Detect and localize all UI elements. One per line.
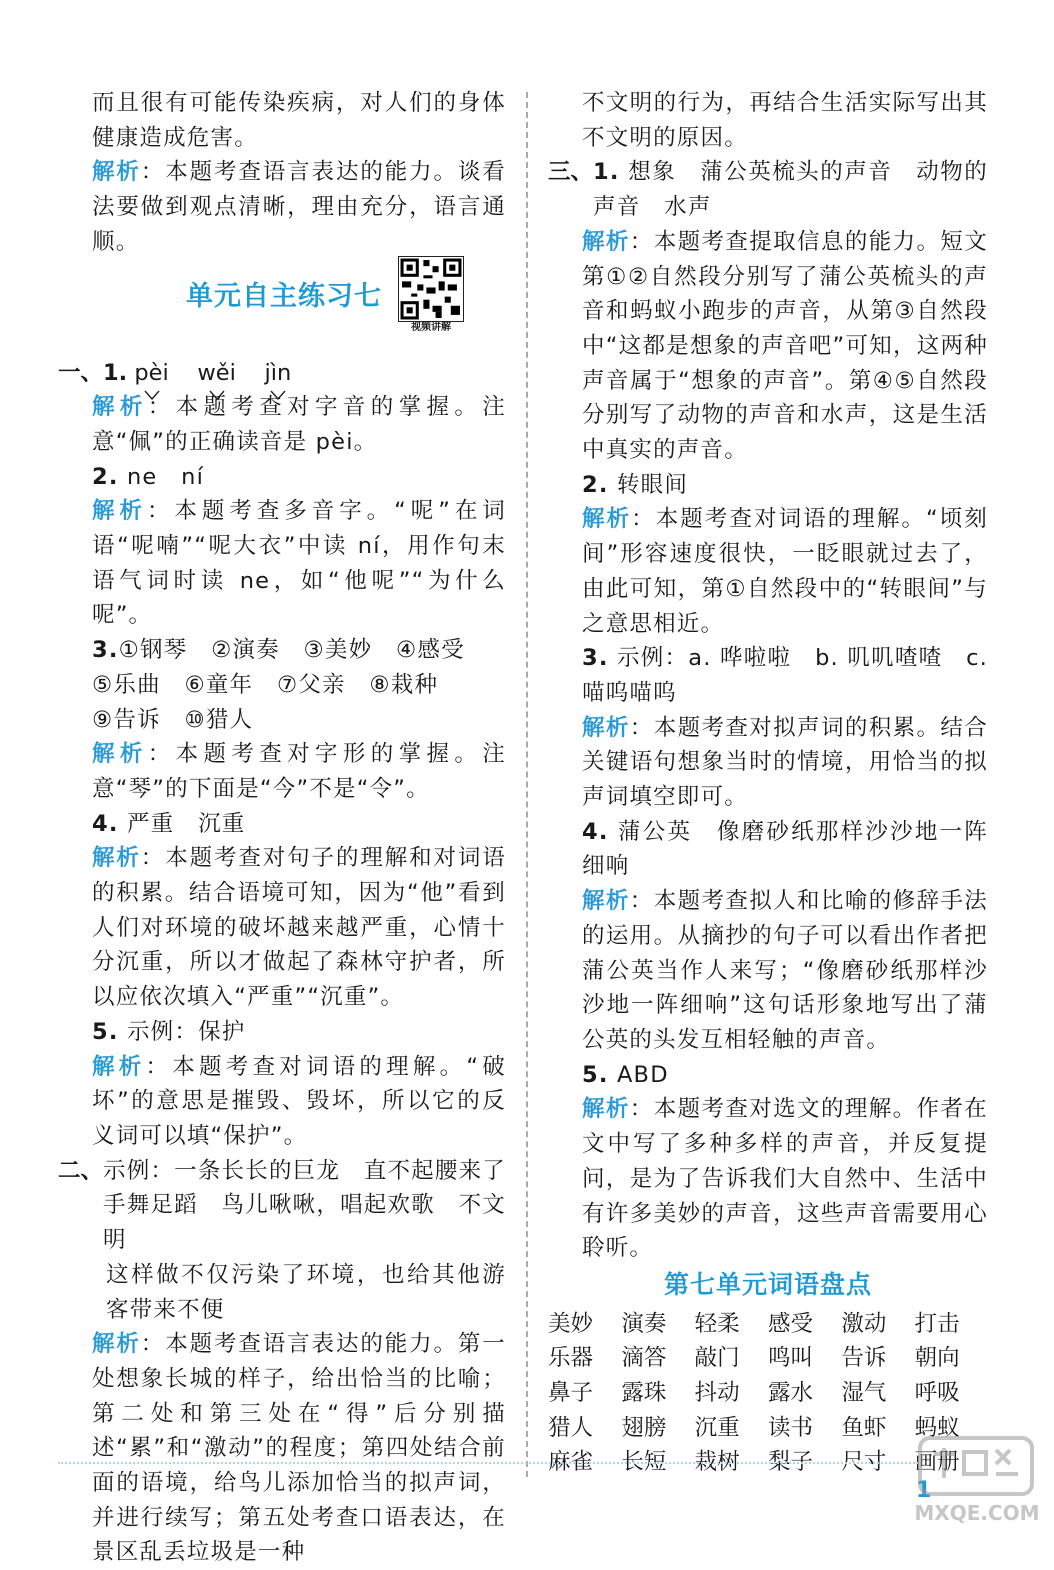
answer xyxy=(548,815,988,884)
pinyin-item: jìn xyxy=(264,356,291,391)
answer-text: 转眼间 xyxy=(616,471,689,498)
explanation-text: 本题考查拟人和比喻的修辞手法的运用。从摘抄的句子可以看出作者把蒲公英当作人来写；“像磨砂纸那样沙沙地一阵细响”这句话形象地写出了蒲公英的头发互相轻触的声音。 xyxy=(582,888,989,1053)
word-item: 朝向 xyxy=(914,1345,960,1372)
explanation: 解析：本题考查拟人和比喻的修辞手法的运用。从摘抄的句子可以看出作者把蒲公英当作人来写；“像磨砂纸那样沙沙地一阵细响”这句话形象地写出了蒲公英的头发互相轻触的声音。 xyxy=(582,888,989,1053)
unit-title: 单元自主练习七 xyxy=(186,280,382,312)
jiexi-label: 解析 xyxy=(582,714,630,741)
answer-text: ①钢琴 ②演奏 ③美妙 ④感受 xyxy=(118,637,465,664)
answer xyxy=(58,633,506,668)
explanation: 解析：本题考查对选文的理解。作者在文中写了多种多样的声音，并反复提问，是为了告诉我们大自然中、生活中有许多美妙的声音，这些声音需要用心聆听。 xyxy=(582,1096,989,1262)
answer-text: 示例：一条长长的巨龙 直不起腰来了 手舞足蹈 鸟儿啾啾，唱起欢歌 不文明 xyxy=(103,1157,530,1254)
right-column xyxy=(548,86,988,1480)
word-item: 画册 xyxy=(914,1449,960,1476)
answer xyxy=(548,1058,988,1093)
continued-answer: 而且很有可能传染疾病，对人们的身体健康造成危害。 xyxy=(92,90,506,151)
qr-label: 视频讲解 xyxy=(411,321,451,333)
section-label: 二、 xyxy=(58,1157,104,1184)
explanation: 解析：本题考查对拟声词的积累。结合关键语句想象当时的情境，用恰当的拟声词填空即可。 xyxy=(582,714,989,811)
explanation: 解析：本题考查语言表达的能力。谈看法要做到观点清晰，理由充分，语言通顺。 xyxy=(92,159,507,255)
question-number: 5. xyxy=(92,1018,119,1045)
question-number: 3. xyxy=(92,637,119,664)
jiexi-label: 解析 xyxy=(92,1331,141,1358)
explanation-text: 本题考查对句子的理解和对词语的积累。结合语境可知，因为“他”看到人们对环境的破坏越来越严重，心情十分沉重，所以才做起了森林守护者，所以应依次填入“严重”“沉重”。 xyxy=(92,845,507,1011)
answer-line: ⑤乐曲 ⑥童年 ⑦父亲 ⑧栽种 xyxy=(92,671,439,698)
word-item: 乐器 xyxy=(548,1345,594,1372)
jiexi-label: 解析 xyxy=(582,888,630,915)
word-item: 梨子 xyxy=(768,1449,814,1476)
explanation: 解析：本题考查对字音的掌握。注意“佩”的正确读音是 pèi。 xyxy=(92,394,507,455)
word-item: 湿气 xyxy=(841,1380,887,1407)
footer-rule xyxy=(58,1462,918,1464)
check-mark-icon xyxy=(209,390,225,400)
word-item: 沉重 xyxy=(694,1414,740,1441)
answer xyxy=(548,468,988,503)
explanation-text: 本题考查对选文的理解。作者在文中写了多种多样的声音，并反复提问，是为了告诉我们大自然中、生活中有许多美妙的声音，这些声音需要用心聆听。 xyxy=(582,1096,989,1262)
explanation-text: 本题考查对词语的理解。“破坏”的意思是摧毁、毁坏，所以它的反义词可以填“保护”。 xyxy=(92,1053,506,1149)
word-item: 露水 xyxy=(768,1380,814,1407)
question-number: 5. xyxy=(582,1061,609,1088)
explanation: 解析：本题考查对字形的掌握。注意“琴”的下面是“今”不是“令”。 xyxy=(92,741,507,802)
pinyin-item: pèi xyxy=(134,356,168,391)
section-3-q1 xyxy=(548,155,988,224)
jiexi-label: 解析 xyxy=(582,506,632,533)
answer-line: ⑨告诉 ⑩猎人 xyxy=(92,706,254,733)
word-item: 长短 xyxy=(621,1449,667,1476)
section-1-q1 xyxy=(58,356,506,391)
word-item: 鸣叫 xyxy=(768,1345,814,1372)
word-item: 告诉 xyxy=(841,1345,887,1372)
question-number: 1. xyxy=(593,159,620,186)
jiexi-label: 解析 xyxy=(92,1053,146,1080)
answer-text: 严重 沉重 xyxy=(126,810,246,837)
answer-text: ne ní xyxy=(126,463,205,490)
question-number: 2. xyxy=(92,463,119,490)
explanation-text: 本题考查对词语的理解。“顷刻间”形容速度很快，一眨眼就过去了，由此可知，第①自然段中的“转眼间”与之意思相近。 xyxy=(582,506,988,637)
section-2 xyxy=(58,1154,530,1258)
word-item: 激动 xyxy=(841,1310,887,1337)
explanation-text: 本题考查对字形的掌握。注意“琴”的下面是“今”不是“令”。 xyxy=(92,741,507,802)
pinyin-item: wěi xyxy=(197,356,236,391)
watermark-logo-icon xyxy=(912,1430,1042,1530)
qr-code-icon[interactable] xyxy=(398,256,464,322)
word-item: 美妙 xyxy=(548,1310,594,1337)
explanation-text: 本题考查语言表达的能力。第一处想象长城的样子，给出恰当的比喻；第二处和第三处在“得”后分别描述“累”和“激动”的程度；第四处结合前面的语境，给鸟儿添加恰当的拟声词，并进行续写；第五处考查口语表达，在景区乱丢垃圾是一种 xyxy=(92,1331,507,1566)
explanation-text: 本题考查提取信息的能力。短文第①②自然段分别写了蒲公英梳头的声音和蚂蚁小跑步的声音，从第③自然段中“这都是想象的声音吧”可知，这两种声音属于“想象的声音”。第④⑤自然段分别写了动物的声音和水声，这是生活中真实的声音。 xyxy=(582,228,989,464)
word-item: 演奏 xyxy=(621,1310,667,1337)
word-item: 露珠 xyxy=(621,1380,667,1407)
question-number: 2. xyxy=(582,471,609,498)
explanation: 解析：本题考查对词语的理解。“破坏”的意思是摧毁、毁坏，所以它的反义词可以填“保护”。 xyxy=(92,1053,506,1149)
jiexi-label: 解析 xyxy=(582,228,630,255)
word-item: 蚂蚁 xyxy=(914,1414,960,1441)
answer-text: 示例：保护 xyxy=(126,1018,246,1045)
explanation-text: 本题考查对字音的掌握。注意“佩”的正确读音是 pèi。 xyxy=(92,394,507,455)
word-item: 猎人 xyxy=(548,1414,594,1441)
word-item: 栽树 xyxy=(694,1449,740,1476)
section-label: 三、 xyxy=(548,159,594,186)
continued-answer: 不文明的行为，再结合生活实际写出其不文明的原因。 xyxy=(582,90,988,151)
unit-title-block xyxy=(58,260,506,356)
answer-text: 示例：a. 哗啦啦 b. 叽叽喳喳 c. 喵呜喵呜 xyxy=(582,645,989,706)
answer xyxy=(58,807,506,842)
word-item: 呼吸 xyxy=(914,1380,960,1407)
word-item: 打击 xyxy=(914,1310,960,1337)
explanation: 解析：本题考查对词语的理解。“顷刻间”形容速度很快，一眨眼就过去了，由此可知，第①自然段中的“转眼间”与之意思相近。 xyxy=(582,506,988,637)
question-number: 4. xyxy=(582,818,609,845)
question-number: 4. xyxy=(92,810,119,837)
explanation: 解析：本题考查多音字。“呢”在词语“呢喃”“呢大衣”中读 ní，用作句末语气词时读 ne，如“他呢”“为什么呢”。 xyxy=(92,498,506,629)
check-mark-icon xyxy=(144,390,160,400)
jiexi-label: 解析 xyxy=(582,1096,630,1123)
answer xyxy=(58,1015,506,1050)
word-item: 翅膀 xyxy=(621,1414,667,1441)
answer-text: ABD xyxy=(616,1061,669,1088)
word-item: 轻柔 xyxy=(694,1310,740,1337)
page-number: 1 xyxy=(916,1478,932,1503)
word-item: 鼻子 xyxy=(548,1380,594,1407)
question-number: 1. xyxy=(103,359,128,386)
explanation-text: 本题考查语言表达的能力。谈看法要做到观点清晰，理由充分，语言通顺。 xyxy=(92,159,507,255)
word-item: 抖动 xyxy=(694,1380,740,1407)
explanation: 解析：本题考查提取信息的能力。短文第①②自然段分别写了蒲公英梳头的声音和蚂蚁小跑步的声音，从第③自然段中“这都是想象的声音吧”可知，这两种声音属于“想象的声音”。第④⑤自然段分别写了动物的声音和水声，这是生活中真实的声音。 xyxy=(582,228,989,464)
question-number: 3. xyxy=(582,645,609,672)
word-item: 滴答 xyxy=(621,1345,667,1372)
column-divider xyxy=(526,92,528,1477)
word-item: 尺寸 xyxy=(841,1449,887,1476)
word-item: 鱼虾 xyxy=(841,1414,887,1441)
word-item: 感受 xyxy=(768,1310,814,1337)
jiexi-label: 解析 xyxy=(92,394,148,421)
word-item: 敲门 xyxy=(694,1345,740,1372)
answer xyxy=(58,460,506,495)
jiexi-label: 解析 xyxy=(92,498,147,525)
check-mark-icon xyxy=(270,390,286,400)
answer-text: 蒲公英 像磨砂纸那样沙沙地一阵细响 xyxy=(582,818,988,880)
explanation-text: 本题考查多音字。“呢”在词语“呢喃”“呢大衣”中读 ní，用作句末语气词时读 ne，如“他呢”“为什么呢”。 xyxy=(92,498,506,629)
left-column xyxy=(58,86,530,1570)
answer xyxy=(548,641,988,710)
explanation-text: 本题考查对拟声词的积累。结合关键语句想象当时的情境，用恰当的拟声词填空即可。 xyxy=(582,714,989,811)
svg-text:MXQE.COM: MXQE.COM xyxy=(914,1501,1040,1525)
answer-line: 这样做不仅污染了环境，也给其他游客带来不便 xyxy=(106,1261,506,1323)
explanation: 解析：本题考查语言表达的能力。第一处想象长城的样子，给出恰当的比喻；第二处和第三处在“得”后分别描述“累”和“激动”的程度；第四处结合前面的语境，给鸟儿添加恰当的拟声词，并进行续写；第五处考查口语表达，在景区乱丢垃圾是一种 xyxy=(92,1331,507,1566)
word-item: 麻雀 xyxy=(548,1449,594,1476)
section-label: 一、 xyxy=(58,359,104,386)
word-review-heading: 第七单元词语盘点 xyxy=(663,1269,872,1299)
jiexi-label: 解析 xyxy=(92,159,141,186)
answer-text: 想象 蒲公英梳头的声音 动物的声音 水声 xyxy=(593,159,988,221)
explanation: 解析：本题考查对句子的理解和对词语的积累。结合语境可知，因为“他”看到人们对环境的破坏越来越严重，心情十分沉重，所以才做起了森林守护者，所以应依次填入“严重”“沉重”。 xyxy=(92,845,507,1011)
word-item: 读书 xyxy=(768,1414,814,1441)
jiexi-label: 解析 xyxy=(92,741,148,768)
jiexi-label: 解析 xyxy=(92,845,141,872)
